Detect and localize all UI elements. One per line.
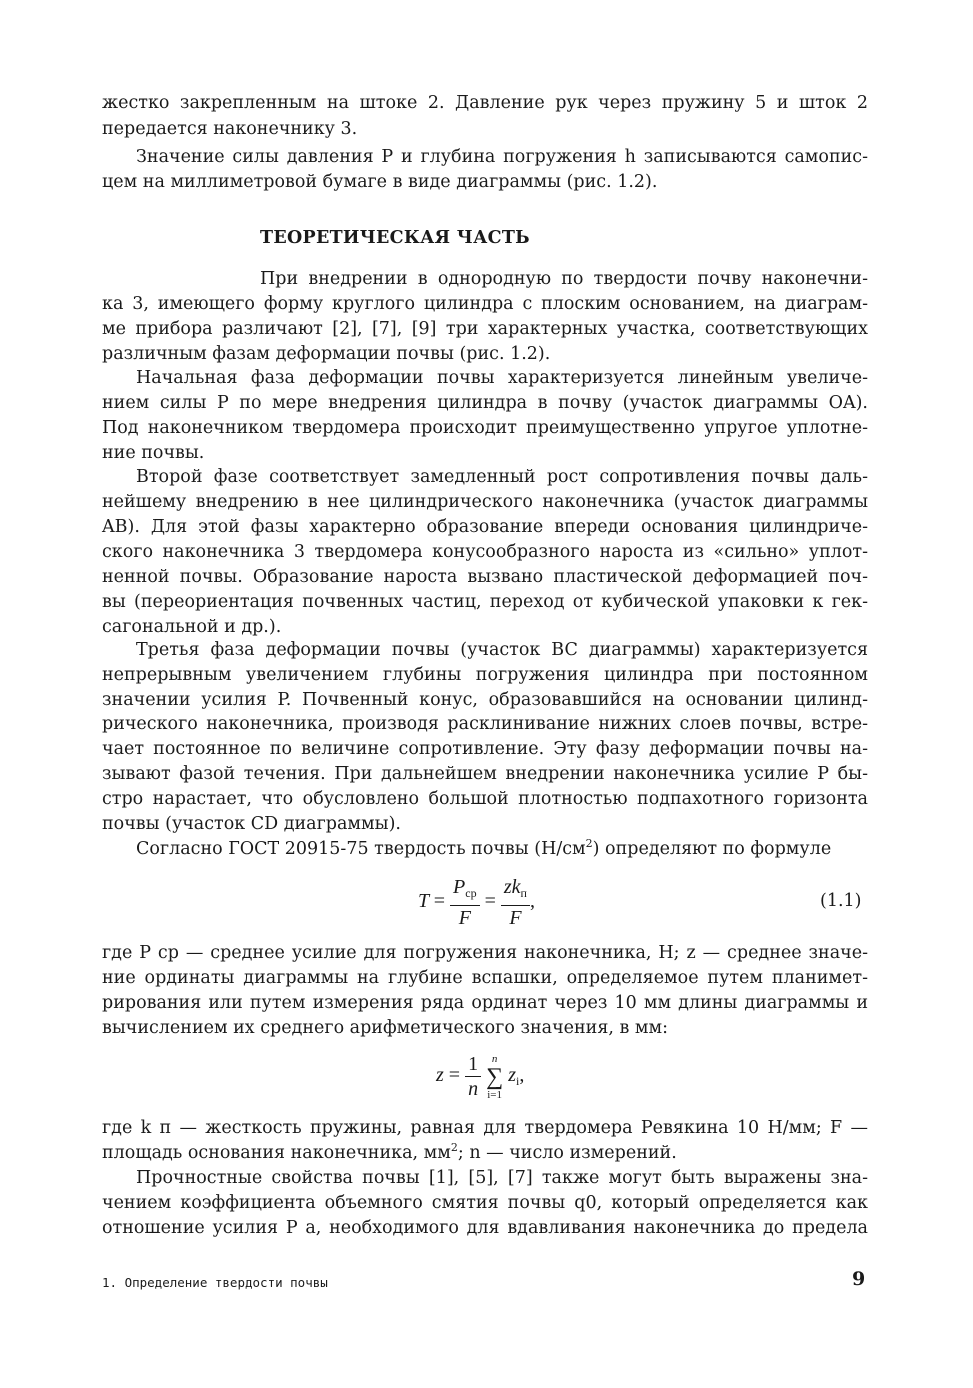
text-line: Значение силы давления P и глубина погружения h записываются самопис- <box>136 147 868 167</box>
text-line: Начальная фаза деформации почвы характеризуется линейным увеличе- <box>136 368 868 388</box>
superscript-2: 2 <box>450 1141 458 1154</box>
fraction-one-over-n <box>465 1052 481 1101</box>
text-line: При внедрении в однородную по твердости почву наконечни- <box>260 269 868 289</box>
denominator-n: n <box>468 1078 479 1100</box>
running-footer-chapter: 1. Определение твердости почвы <box>102 1275 328 1290</box>
numerator-one: 1 <box>465 1052 481 1077</box>
text-line: где k п — жесткость пружины, равная для твердомера Ревякина 10 Н/мм; F — <box>102 1118 868 1138</box>
formula-hardness: T = $\frac{P_{ср}}{F}$ = $\frac{zk_п}{F}$ , <box>418 876 535 929</box>
equation-number: (1.1) <box>820 891 862 911</box>
text-line <box>136 836 868 862</box>
formula-mean-ordinate: z = $\frac{1}{n}$ n ∑ i=1 $z_i$, <box>436 1052 525 1101</box>
superscript-2: 2 <box>585 837 593 850</box>
gost-text-start: Согласно ГОСТ 20915-75 твердость почвы (Н/см <box>136 839 586 859</box>
page-number: 9 <box>852 1268 866 1290</box>
text-line: Прочностные свойства почвы [1], [5], [7] также могут быть выражены зна- <box>136 1168 868 1188</box>
text-line: рического наконечника, производя расклинивание нижних слоев почвы, встре- <box>102 714 868 734</box>
term-z: z <box>508 1064 516 1087</box>
sum-upper-limit: n <box>491 1052 498 1065</box>
text-line: отношение усилия P а, необходимого для вдавливания наконечника до предела <box>102 1218 868 1238</box>
subscript-p: п <box>520 886 527 900</box>
text-line: вычислением их среднего арифметического значения, в мм: <box>102 1018 669 1038</box>
area-text-end: ; n — число измерений. <box>457 1143 677 1163</box>
text-line: жестко закрепленным на штоке 2. Давление рук через пружину 5 и шток 2 <box>102 93 868 113</box>
section-heading: ТЕОРЕТИЧЕСКАЯ ЧАСТЬ <box>260 228 530 248</box>
text-line: чает постоянное по величине сопротивление. Эту фазу деформации почвы на- <box>102 739 868 759</box>
text-line: ме прибора различают [2], [7], [9] три характерных участка, соответствующих <box>102 319 868 339</box>
text-line: значении усилия P. Почвенный конус, образовавшийся на основании цилинд- <box>102 690 868 710</box>
text-line: AB). Для этой фазы характерно образование впереди основания цилиндриче- <box>102 517 868 537</box>
denominator-f: F <box>509 907 522 929</box>
text-line: нейшему внедрению в нее цилиндрического наконечника (участок диаграммы <box>102 492 868 512</box>
text-line: вы (переориентация почвенных частиц, переход от кубической упаковки к гек- <box>102 592 868 612</box>
text-line: почвы (участок CD диаграммы). <box>102 814 401 834</box>
text-line: различным фазам деформации почвы (рис. 1.2). <box>102 344 551 364</box>
fraction-zk-f <box>501 875 530 930</box>
subscript-i: i <box>515 1074 520 1089</box>
text-line: Второй фазе соответствует замедленный рост сопротивления почвы даль- <box>136 467 868 487</box>
text-line: передается наконечнику 3. <box>102 119 358 139</box>
text-line: ние почвы. <box>102 443 205 463</box>
text-line: ненной почвы. Образование нароста вызвано пластической деформацией поч- <box>102 567 868 587</box>
text-line: цем на миллиметровой бумаге в виде диаграммы (рис. 1.2). <box>102 172 658 192</box>
text-line: рирования или путем измерения ряда ординат через 10 мм длины диаграммы и <box>102 993 868 1013</box>
text-line <box>102 1140 868 1166</box>
sum-lower-limit: i=1 <box>487 1088 503 1101</box>
text-line: Под наконечником твердомера происходит преимущественно упругое уплотне- <box>102 418 868 438</box>
text-line: зывают фазой течения. При дальнейшем внедрении наконечника усилие P бы- <box>102 764 868 784</box>
text-line: Третья фаза деформации почвы (участок BC диаграммы) характеризуется <box>136 640 868 660</box>
text-line: чением коэффициента объемного смятия почвы q0, который определяется как <box>102 1193 868 1213</box>
text-line: где P ср — среднее усилие для погружения наконечника, Н; z — среднее значе- <box>102 943 868 963</box>
denominator-f: F <box>458 907 471 929</box>
text-line: нием силы P по мере внедрения цилиндра в почву (участок диаграммы OA). <box>102 393 868 413</box>
fraction-pcp-f <box>450 875 480 930</box>
text-line: ского наконечника 3 твердомера конусообразного нароста из «сильно» уплот- <box>102 542 868 562</box>
formula-lhs: T <box>418 890 429 913</box>
formula-z-lhs: z <box>436 1064 444 1087</box>
text-line: ние ординаты диаграммы на глубине вспашки, определяемое путем планимет- <box>102 968 868 988</box>
sigma-symbol: ∑ <box>486 1063 504 1090</box>
subscript-cp: ср <box>465 886 477 900</box>
text-line: стро нарастает, что обусловлено большой плотностью подпахотного горизонта <box>102 789 868 809</box>
text-line: сагональной и др.). <box>102 617 282 637</box>
area-text-start: площадь основания наконечника, мм <box>102 1143 451 1163</box>
text-line: непрерывным увеличением глубины погружения цилиндра при постоянном <box>102 665 868 685</box>
numerator-zk: zk <box>503 876 521 898</box>
gost-text-end: ) определяют по формуле <box>592 839 832 859</box>
summation <box>486 1053 503 1101</box>
numerator-p: P <box>453 876 466 898</box>
text-line: ка 3, имеющего форму круглого цилиндра с плоским основанием, на диаграм- <box>102 294 868 314</box>
